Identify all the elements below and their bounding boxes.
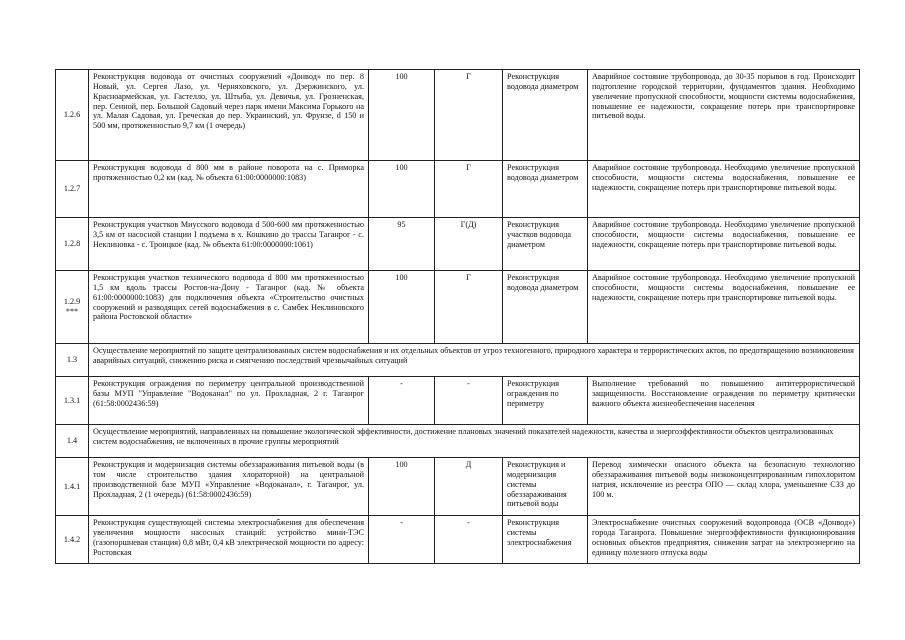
justification: Аварийное состояние трубопровода, до 30-35 порывов в год. Происходит подтопление городской территории, фундаментов здания. Необходимо увеличение пропускной способности, мощности системы водоснабжения, повышение ее надежности, сокращение потерь при транспортировке питьевой воды. <box>588 70 860 161</box>
measure-description: Реконструкция водовода от очистных сооружений «Донвод» по пер. 8 Новый, ул. Сергея Лазо, ул. Черняховского, ул. Дзержинского, ул. Красноармейская, ул. Гастелло, ул. Штыба, ул. Девичья, ул. Грозненская, пер. Сенной, пер. Большой Садовый через парк имени Максима Горького на ул. Малая Садовая, ул. Греческая до пер. Украинский, ул. Фрунзе, d 150 и 500 мм, протяженностью 9,7 км (1 очередь) <box>89 70 369 161</box>
row-number: 1.2.6 <box>56 70 89 161</box>
wear-percent: 95 <box>369 218 435 271</box>
justification: Аварийное состояние трубопровода. Необходимо увеличение пропускной способности, мощности системы водоснабжения, повышение ее надежности, сокращение потерь при транспортировке питьевой воды. <box>588 218 860 271</box>
work-type: Реконструкция водовода диаметром <box>503 70 588 161</box>
category-code: Г <box>435 70 503 161</box>
table-row <box>56 458 860 516</box>
measure-description: Реконструкция водовода d 800 мм в районе поворота на с. Приморка протяженностью 0,2 км (кад. № объекта 61:00:0000000:1083) <box>89 161 369 218</box>
wear-percent: 100 <box>369 70 435 161</box>
work-type: Реконструкция и модернизация системы обеззараживания питьевой воды <box>503 458 588 516</box>
justification: Перевод химически опасного объекта на безопасную технологию обеззараживания питьевой воды низкоконцентрированным гипохлоритом натрия, исключение из реестра ОПО — склад хлора, уменьшение СЗЗ до 100 м. <box>588 458 860 516</box>
category-code: - <box>435 377 503 425</box>
measures-table <box>55 69 860 564</box>
category-code: Г <box>435 161 503 218</box>
measure-description: Реконструкция участков Миусского водовода d 500-600 мм протяженностью 3,5 км от насосной станции I подъема в х. Кошкино до трассы Таганрог - с. Неклиновка - с. Троицкое (кад. № объекта 61:00:0000000:1061) <box>89 218 369 271</box>
table-row <box>56 516 860 564</box>
table-row <box>56 271 860 344</box>
section-number: 1.4 <box>56 425 89 458</box>
category-code: Г <box>435 271 503 344</box>
row-number: 1.3.1 <box>56 377 89 425</box>
table-row <box>56 377 860 425</box>
table-row <box>56 70 860 161</box>
section-row <box>56 344 860 377</box>
wear-percent: - <box>369 516 435 564</box>
measure-description: Реконструкция ограждения по периметру центральной производственной базы МУП "Управление "Водоканал" по ул. Прохладная, 2 г. Таганрог (61:58:0002436:59) <box>89 377 369 425</box>
work-type: Реконструкция водовода диаметром <box>503 271 588 344</box>
category-code: - <box>435 516 503 564</box>
wear-percent: 100 <box>369 271 435 344</box>
measure-description: Реконструкция и модернизация системы обеззараживания питьевой воды (в том числе строительство здания хлораторной) на центральной производственной базе МУП «Управление «Водоканал», г. Таганрог, ул. Прохладная, 2 (1 очередь) (61:58:0002436:59) <box>89 458 369 516</box>
justification: Выполнение требований по повышению антитеррористической защищенности. Восстановление ограждения по периметру критически важного объекта жизнеобеспечения населения <box>588 377 860 425</box>
category-code: Д <box>435 458 503 516</box>
section-title: Осуществление мероприятий, направленных на повышение экологической эффективности, достижение плановых значений показателей надежности, качества и энергоэффективности объектов централизованных систем водоснабжения, не включенных в прочие группы мероприятий <box>89 425 860 458</box>
section-row <box>56 425 860 458</box>
justification: Аварийное состояние трубопровода. Необходимо увеличение пропускной способности, мощности системы водоснабжения, повышение ее надежности, сокращение потерь при транспортировке питьевой воды. <box>588 271 860 344</box>
work-type: Реконструкция водовода диаметром <box>503 161 588 218</box>
wear-percent: - <box>369 377 435 425</box>
row-number: 1.4.1 <box>56 458 89 516</box>
section-title: Осуществление мероприятий по защите централизованных систем водоснабжения и их отдельных объектов от угроз техногенного, природного характера и террористических актов, по предотвращению возникновения аварийных ситуаций, снижению риска и смягчению последствий чрезвычайных ситуаций <box>89 344 860 377</box>
table-row <box>56 218 860 271</box>
row-number: 1.2.9 *** <box>56 271 89 344</box>
measure-description: Реконструкция существующей системы электроснабжения для обеспечения увеличения мощности насосных станций: устройство мини-ТЭС (газопоршневая станция) 0,8 мВт, 0,4 кВ электрической мощности по адресу: Ростовская <box>89 516 369 564</box>
row-number: 1.2.8 <box>56 218 89 271</box>
wear-percent: 100 <box>369 161 435 218</box>
measure-description: Реконструкция участков технического водовода d 800 мм протяженностью 1,5 км вдоль трассы Ростов-на-Дону - Таганрог (кад. № объекта 61:00:0000000:1083) для подключения объекта «Строительство очистных сооружений и разводящих сетей водоснабжения в с. Самбек Неклиновского района Ростовской области» <box>89 271 369 344</box>
row-number: 1.2.7 <box>56 161 89 218</box>
row-number: 1.4.2 <box>56 516 89 564</box>
justification: Аварийное состояние трубопровода. Необходимо увеличение пропускной способности, мощности системы водоснабжения, повышение ее надежности, сокращение потерь при транспортировке питьевой воды. <box>588 161 860 218</box>
work-type: Реконструкция участков водовода диаметром <box>503 218 588 271</box>
section-number: 1.3 <box>56 344 89 377</box>
justification: Электроснабжение очистных сооружений водопровода (ОСВ «Донвод») города Таганрога. Повышение энергоэффективности функционирования основных объектов предприятия, снижения затрат на электроэнергию на единицу полезного отпуска воды <box>588 516 860 564</box>
table-row <box>56 161 860 218</box>
work-type: Реконструкция ограждения по периметру <box>503 377 588 425</box>
work-type: Реконструкция системы электроснабжения <box>503 516 588 564</box>
wear-percent: 100 <box>369 458 435 516</box>
category-code: Г(Д) <box>435 218 503 271</box>
